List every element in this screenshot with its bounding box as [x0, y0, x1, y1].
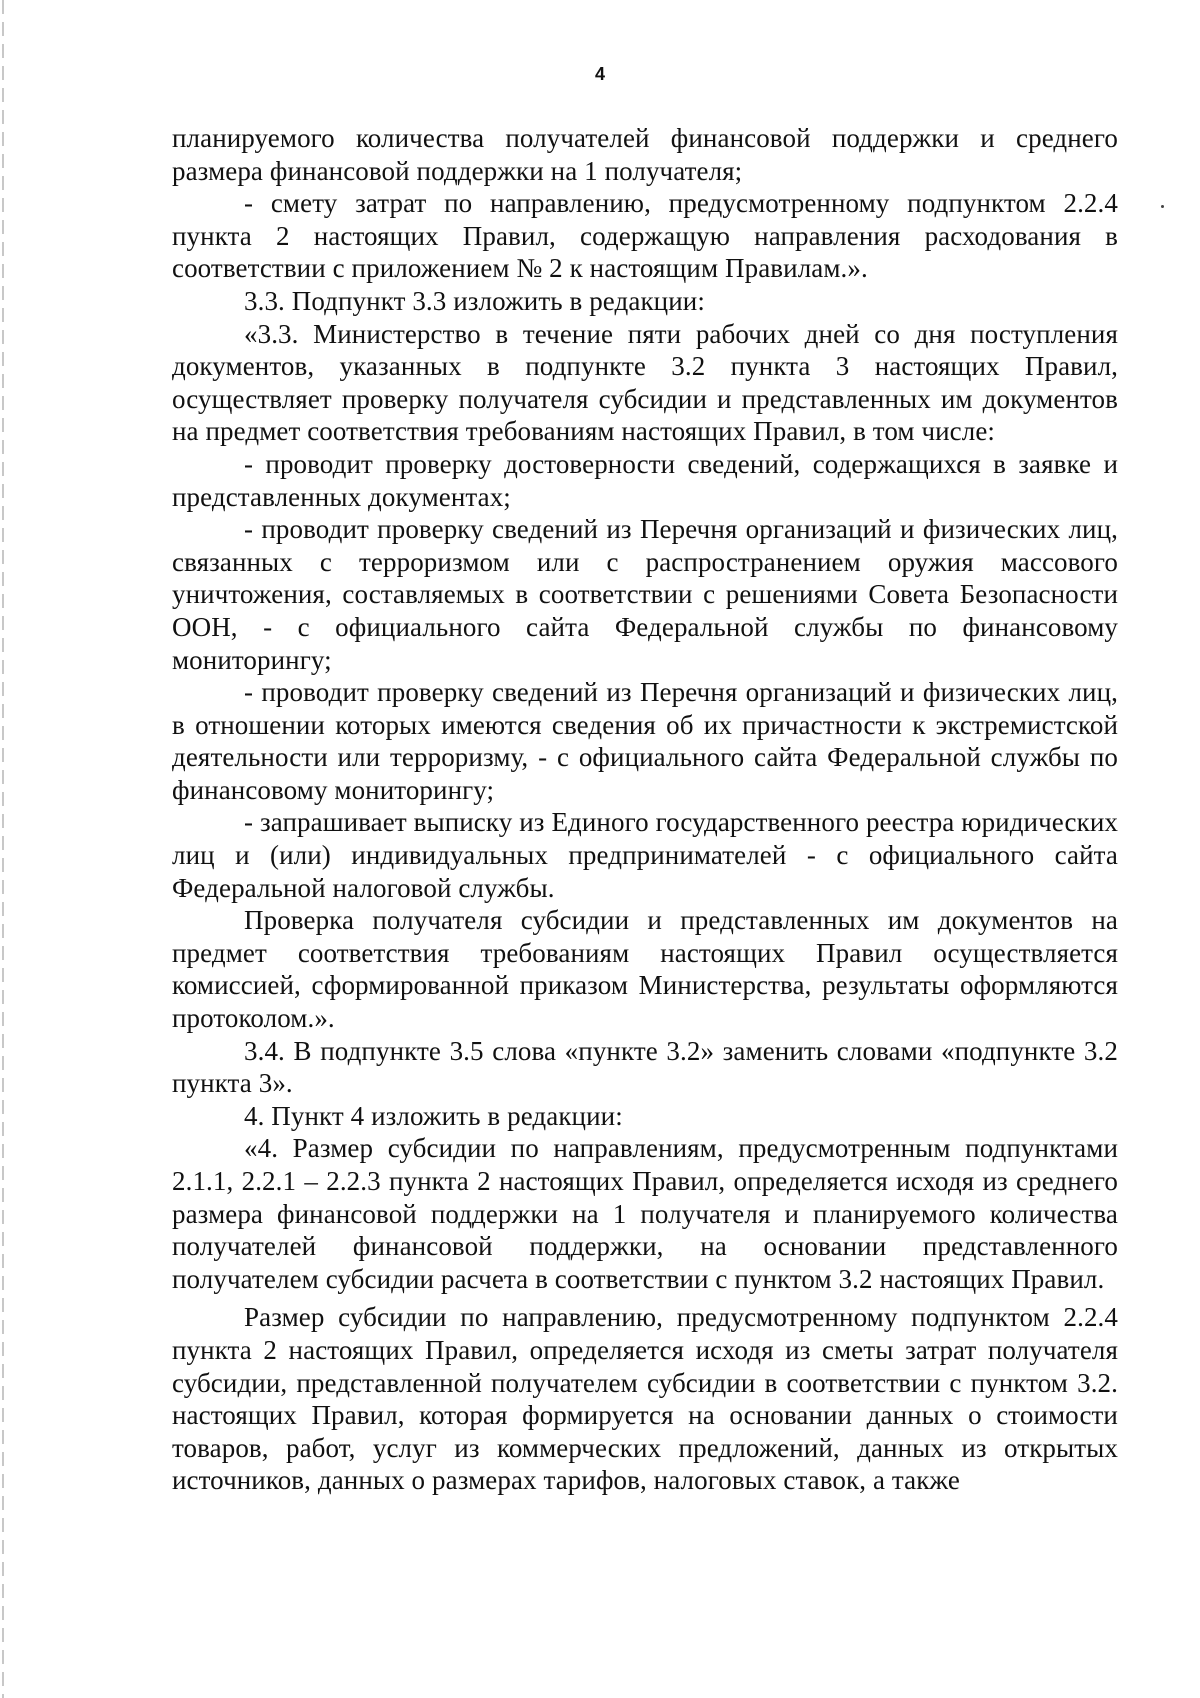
paragraph: - проводит проверку сведений из Перечня организаций и физических лиц, связанных с терроризмом или с распространением оружия массового уничтожения, составляемых в соответствии с решениями Совета Безопасности ООН, - с официального сайта Федеральной службы по финансовому мониторингу; — [172, 514, 1118, 675]
scan-speck — [1161, 205, 1164, 208]
page-number: 4 — [594, 64, 605, 84]
paragraph: Размер субсидии по направлению, предусмотренному подпунктом 2.2.4 пункта 2 настоящих Правил, определяется исходя из сметы затрат получателя субсидии, представленной получателем субсидии в соответствии с пунктом 3.2. настоящих Правил, которая формируется на основании данных о стоимости товаров, работ, услуг из коммерческих предложений, данных из открытых источников, данных о размерах тарифов, налоговых ставок, а также — [172, 1302, 1118, 1496]
paragraph: 4. Пункт 4 изложить в редакции: — [244, 1100, 623, 1131]
paragraph: 3.4. В подпункте 3.5 слова «пункте 3.2» заменить словами «подпункте 3.2 пункта 3». — [172, 1035, 1118, 1099]
paragraph: - проводит проверку достоверности сведений, содержащихся в заявке и представленных документах; — [172, 448, 1118, 512]
document-body — [172, 122, 1118, 1497]
paragraph: 3.3. Подпункт 3.3 изложить в редакции: — [244, 285, 705, 316]
paragraph: «3.3. Министерство в течение пяти рабочих дней со дня поступления документов, указанных в подпункте 3.2 пункта 3 настоящих Правил, осуществляет проверку получателя субсидии и представленных им документов на предмет соответствия требованиям настоящих Правил, в том числе: — [172, 318, 1118, 447]
paragraph: планируемого количества получателей финансовой поддержки и среднего размера финансовой поддержки на 1 получателя; — [172, 123, 1118, 186]
paragraph: Проверка получателя субсидии и представленных им документов на предмет соответствия требованиям настоящих Правил осуществляется комиссией, сформированной приказом Министерства, результаты оформляются протоколом.». — [172, 905, 1118, 1034]
paragraph: - запрашивает выписку из Единого государственного реестра юридических лиц и (или) индивидуальных предпринимателей - с официального сайта Федеральной налоговой службы. — [172, 807, 1118, 903]
paragraph: - проводит проверку сведений из Перечня организаций и физических лиц, в отношении которых имеются сведения об их причастности к экстремистской деятельности или терроризму, - с официального сайта Федеральной службы по финансовому мониторингу; — [172, 677, 1118, 805]
paragraph: - смету затрат по направлению, предусмотренному подпунктом 2.2.4 пункта 2 настоящих Правил, содержащую направления расходования в соответствии с приложением № 2 к настоящим Правилам.». — [172, 188, 1118, 284]
paragraph: «4. Размер субсидии по направлениям, предусмотренным подпунктами 2.1.1, 2.2.1 – 2.2.3 пункта 2 настоящих Правил, определяется исходя из среднего размера финансовой поддержки на 1 получателя и планируемого количества получателей финансовой поддержки, на основании представленного получателем субсидии расчета в соответствии с пунктом 3.2 настоящих Правил. — [172, 1133, 1118, 1294]
scan-edge-artifact — [2, 0, 4, 1698]
